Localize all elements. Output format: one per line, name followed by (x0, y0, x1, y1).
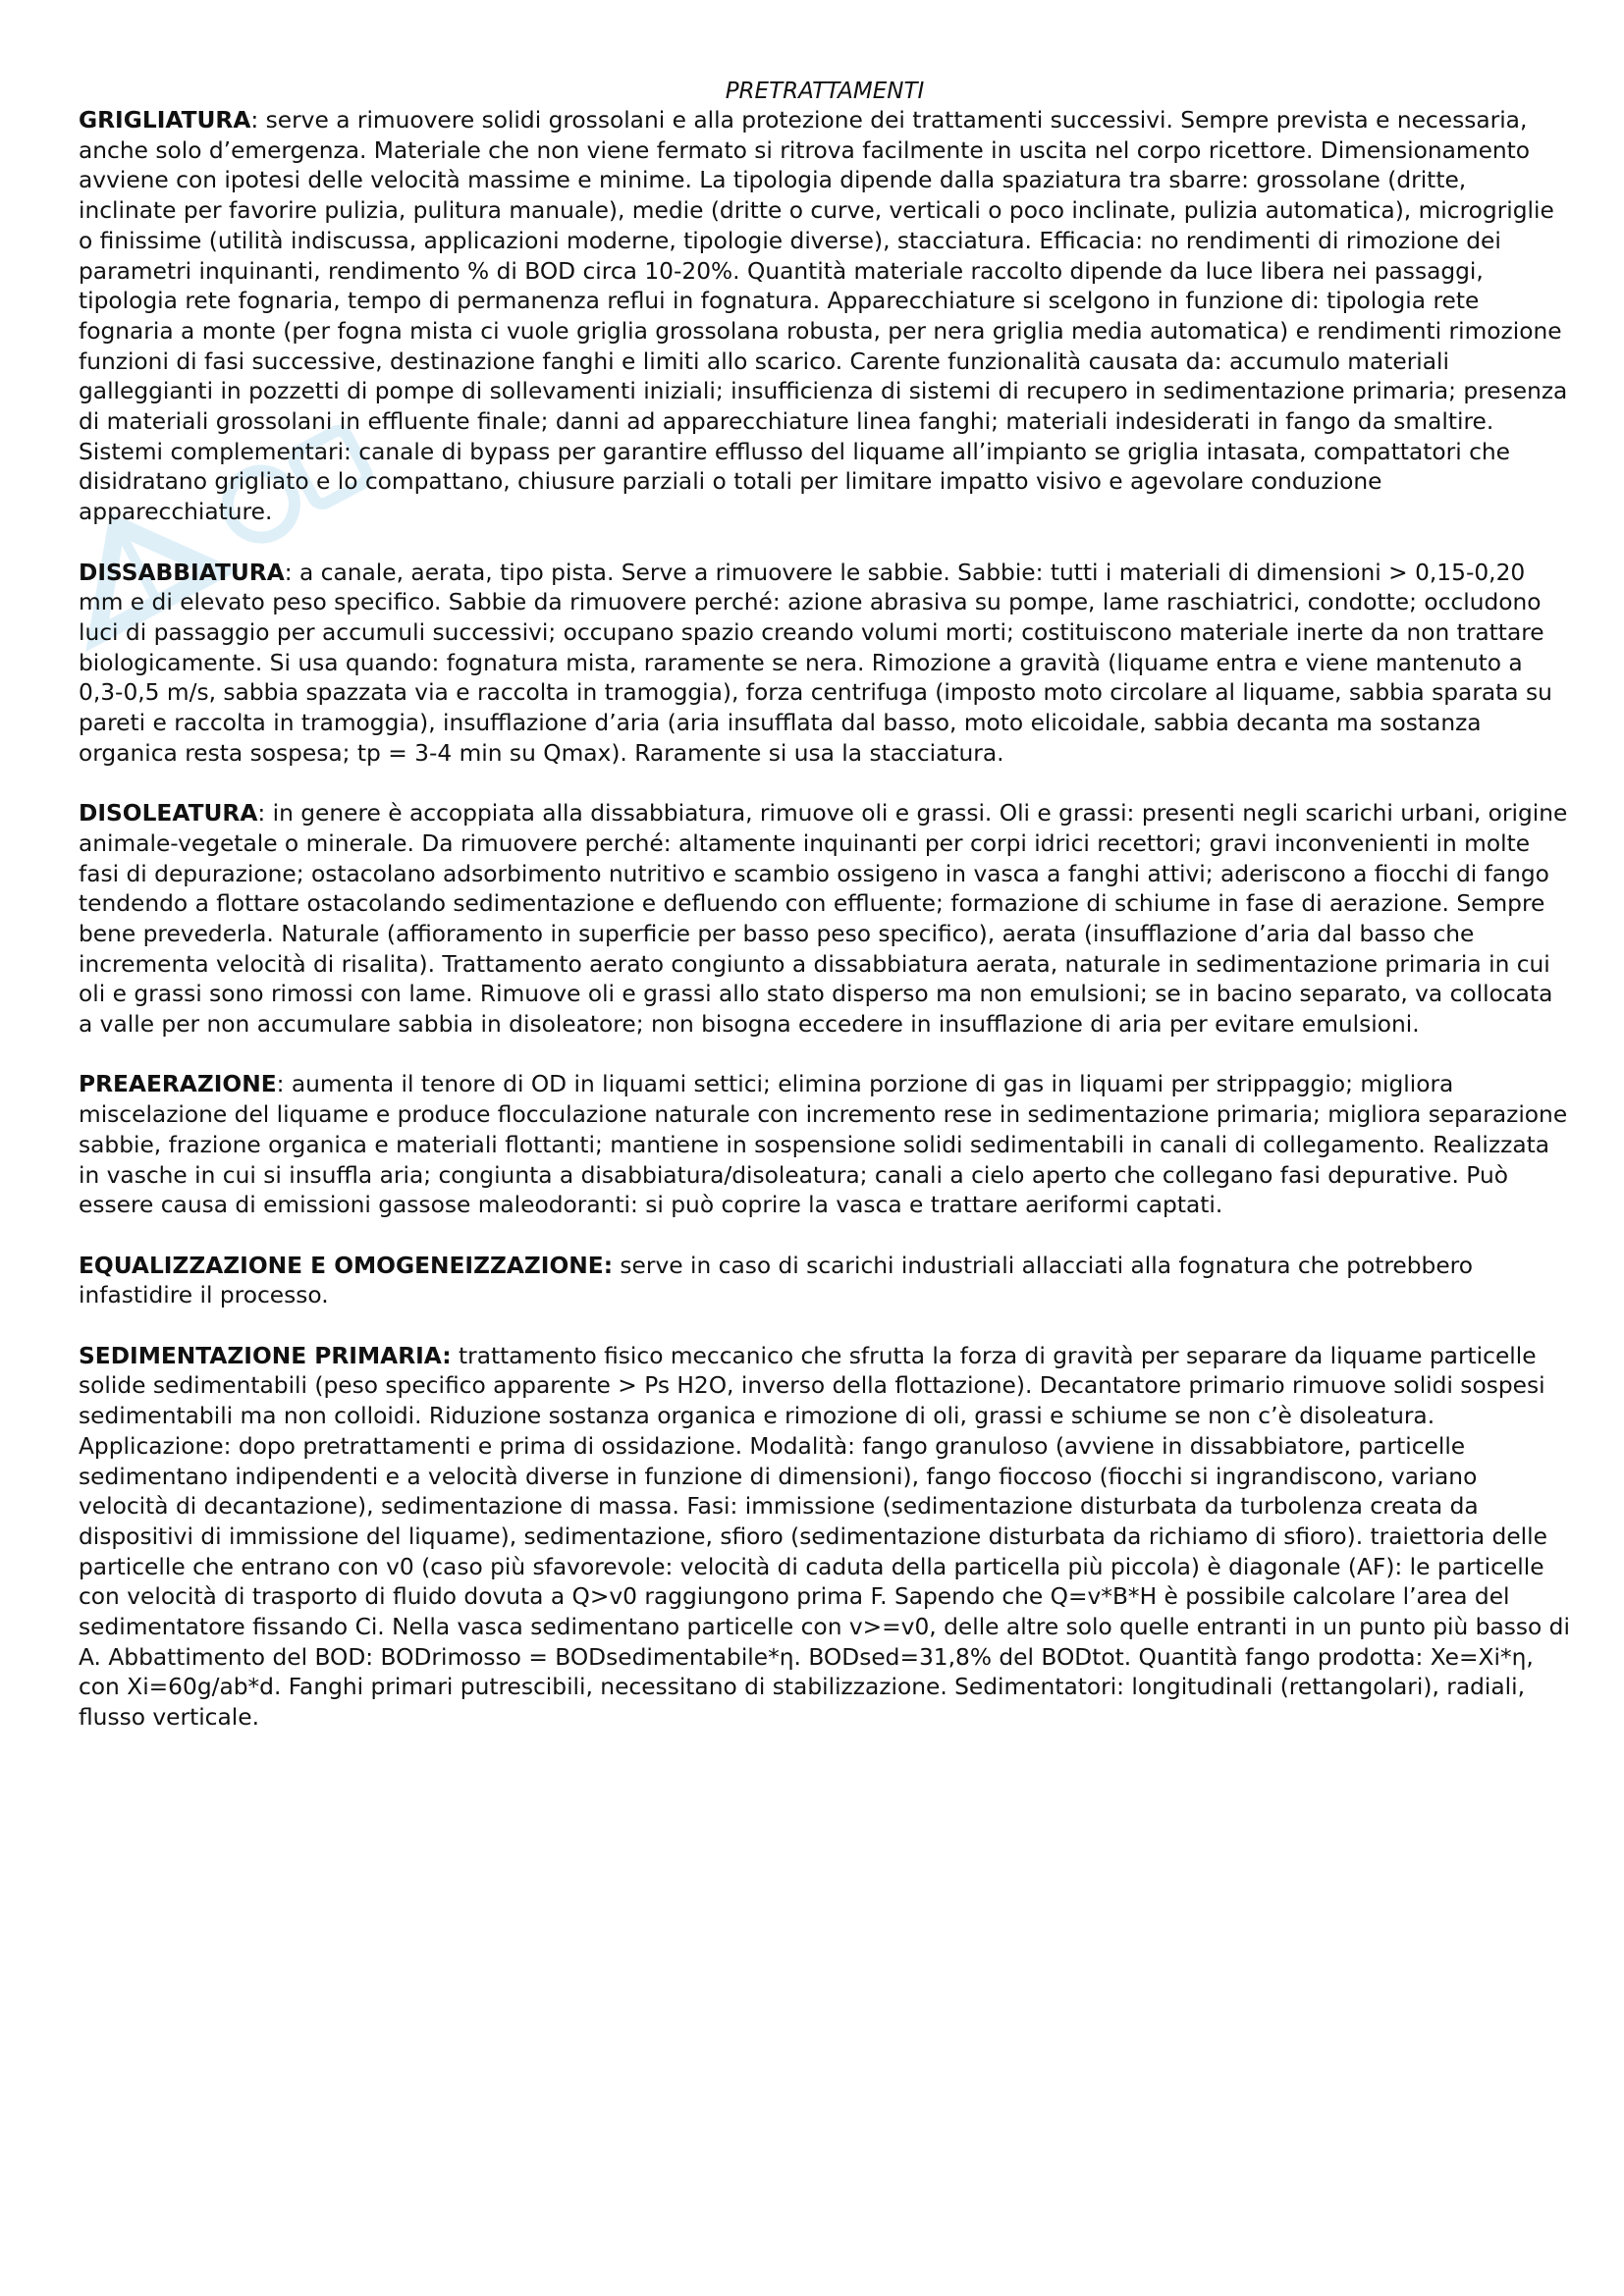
section-heading: PREAERAZIONE (79, 1071, 277, 1098)
document-page (79, 77, 1571, 1764)
section-heading: DISOLEATURA (79, 800, 258, 828)
section-disoleatura (79, 799, 1571, 1041)
section-equalizzazione (79, 1252, 1571, 1311)
section-text: : in genere è accoppiata alla dissabbiatura, rimuove oli e grassi. Oli e grassi: presenti negli scarichi urbani, origine animale-vegetale o minerale. Da rimuovere perché: altamente inquinanti per corpi idrici recettori; gravi inconvenienti in molte fasi di depurazione; ostacolano adsorbimento nutritivo e scambio ossigeno in vasca a fanghi attivi; aderiscono a fiocchi di fango tendendo a flottare ostacolando sedimentazione e defluendo con effluente; formazione di schiume in fase di aerazione. Sempre bene prevederla. Naturale (affioramento in superficie per basso peso specifico), aerata (insufflazione d’aria dal basso che incrementa velocità di risalita). Trattamento aerato congiunto a dissabbiatura aerata, naturale in sedimentazione primaria in cui oli e grassi sono rimossi con lame. Rimuove oli e grassi allo stato disperso ma non emulsioni; se in bacino separato, va collocata a valle per non accumulare sabbia in disoleatore; non bisogna eccedere in insufflazione di aria per evitare emulsioni. (79, 800, 1568, 1039)
section-heading: EQUALIZZAZIONE E OMOGENEIZZAZIONE: (79, 1252, 614, 1279)
section-grigliatura (79, 106, 1571, 528)
section-text: : aumenta il tenore di OD in liquami settici; elimina porzione di gas in liquami per strippaggio; migliora miscelazione del liquame e produce flocculazione naturale con incremento rese in sedimentazione primaria; migliora separazione sabbie, frazione organica e materiali flottanti; mantiene in sospensione solidi sedimentabili in canali di collegamento. Realizzata in vasche in cui si insuffla aria; congiunta a disabbiatura/disoleatura; canali a cielo aperto che collegano fasi depurative. Può essere causa di emissioni gassose maleodoranti: si può coprire la vasca e trattare aeriformi captati. (79, 1071, 1568, 1219)
document-title: PRETRATTAMENTI (725, 79, 925, 104)
section-preaerazione (79, 1070, 1571, 1221)
section-text: serve in caso di scarichi industriali allacciati alla fognatura che potrebbero infastidire il processo. (79, 1252, 1473, 1309)
section-text: trattamento fisico meccanico che sfrutta la forza di gravità per separare da liquame particelle solide sedimentabili (peso specifico apparente > Ps H2O, inverso della flottazione). Decantatore primario rimuove solidi sospesi sedimentabili ma non colloidi. Riduzione sostanza organica e rimozione di oli, grassi e schiume se non c’è disoleatura. Applicazione: dopo pretrattamenti e prima di ossidazione. Modalità: fango granuloso (avviene in dissabbiatore, particelle sedimentano indipendenti e a velocità diverse in funzione di dimensioni), fango fioccoso (fiocchi si ingrandiscono, variano velocità di decantazione), sedimentazione di massa. Fasi: immissione (sedimentazione disturbata da turbolenza creata da dispositivi di immissione del liquame), sedimentazione, sfioro (sedimentazione disturbata da richiamo di sfioro). traiettoria delle particelle che entrano con v0 (caso più sfavorevole: velocità di caduta della particella più piccola) è diagonale (AF): le particelle con velocità di trasporto di fluido dovuta a Q>v0 raggiungono prima F. Sapendo che Q=v*B*H è possibile calcolare l’area del sedimentatore fissando Ci. Nella vasca sedimentano particelle con v>=v0, delle altre solo quelle entranti in un punto più basso di A. Abbattimento del BOD: BODrimosso = BODsedimentabile*η. BODsed=31,8% del BODtot. Quantità fango prodotta: Xe=Xi*η, con Xi=60g/ab*d. Fanghi primari putrescibili, necessitano di stabilizzazione. Sedimentatori: longitudinali (rettangolari), radiali, flusso verticale. (79, 1342, 1570, 1732)
section-text: : serve a rimuovere solidi grossolani e alla protezione dei trattamenti successivi. Sempre prevista e necessaria, anche solo d’emergenza. Materiale che non viene fermato si ritrova facilmente in uscita nel corpo ricettore. Dimensionamento avviene con ipotesi delle velocità massime e minime. La tipologia dipende dalla spaziatura tra sbarre: grossolane (dritte, inclinate per favorire pulizia, pulitura manuale), medie (dritte o curve, verticali o poco inclinate, pulizia automatica), microgriglie o finissime (utilità indiscussa, applicazioni moderne, tipologie diverse), stacciatura. Efficacia: no rendimenti di rimozione dei parametri inquinanti, rendimento % di BOD circa 10-20%. Quantità materiale raccolto dipende da luce libera nei passaggi, tipologia rete fognaria, tempo di permanenza reflui in fognatura. Apparecchiature si scelgono in funzione di: tipologia rete fognaria a monte (per fogna mista ci vuole griglia grossolana robusta, per nera griglia media automatica) e rendimenti rimozione funzioni di fasi successive, destinazione fanghi e limiti allo scarico. Carente funzionalità causata da: accumulo materiali galleggianti in pozzetti di pompe di sollevamenti iniziali; insufficienza di sistemi di recupero in sedimentazione primaria; presenza di materiali grossolani in effluente finale; danni ad apparecchiature linea fanghi; materiali indesiderati in fango da smaltire. Sistemi complementari: canale di bypass per garantire efflusso del liquame all’impianto se griglia intasata, compattatori che disidratano grigliato e lo compattano, chiusure parziali o totali per limitare impatto visivo e agevolare conduzione apparecchiature. (79, 107, 1568, 526)
section-heading: GRIGLIATURA (79, 107, 251, 133)
section-heading: SEDIMENTAZIONE PRIMARIA: (79, 1342, 452, 1369)
section-dissabbiatura (79, 559, 1571, 770)
section-text: : a canale, aerata, tipo pista. Serve a rimuovere le sabbie. Sabbie: tutti i materiali di dimensioni > 0,15-0,20 mm e di elevato peso specifico. Sabbie da rimuovere perché: azione abrasiva su pompe, lame raschiatrici, condotte; occludono luci di passaggio per accumuli successivi; occupano spazio creando volumi morti; costituiscono materiale inerte da non trattare biologicamente. Si usa quando: fognatura mista, raramente se nera. Rimozione a gravità (liquame entra e viene mantenuto a 0,3-0,5 m/s, sabbia spazzata via e raccolta in tramoggia), forza centrifuga (imposto moto circolare al liquame, sabbia sparata su pareti e raccolta in tramoggia), insufflazione d’aria (aria insufflata dal basso, moto elicoidale, sabbia decanta ma sostanza organica resta sospesa; tp = 3-4 min su Qmax). Raramente si usa la stacciatura. (79, 559, 1552, 767)
section-heading: DISSABBIATURA (79, 559, 285, 586)
section-sedimentazione-primaria (79, 1342, 1571, 1734)
